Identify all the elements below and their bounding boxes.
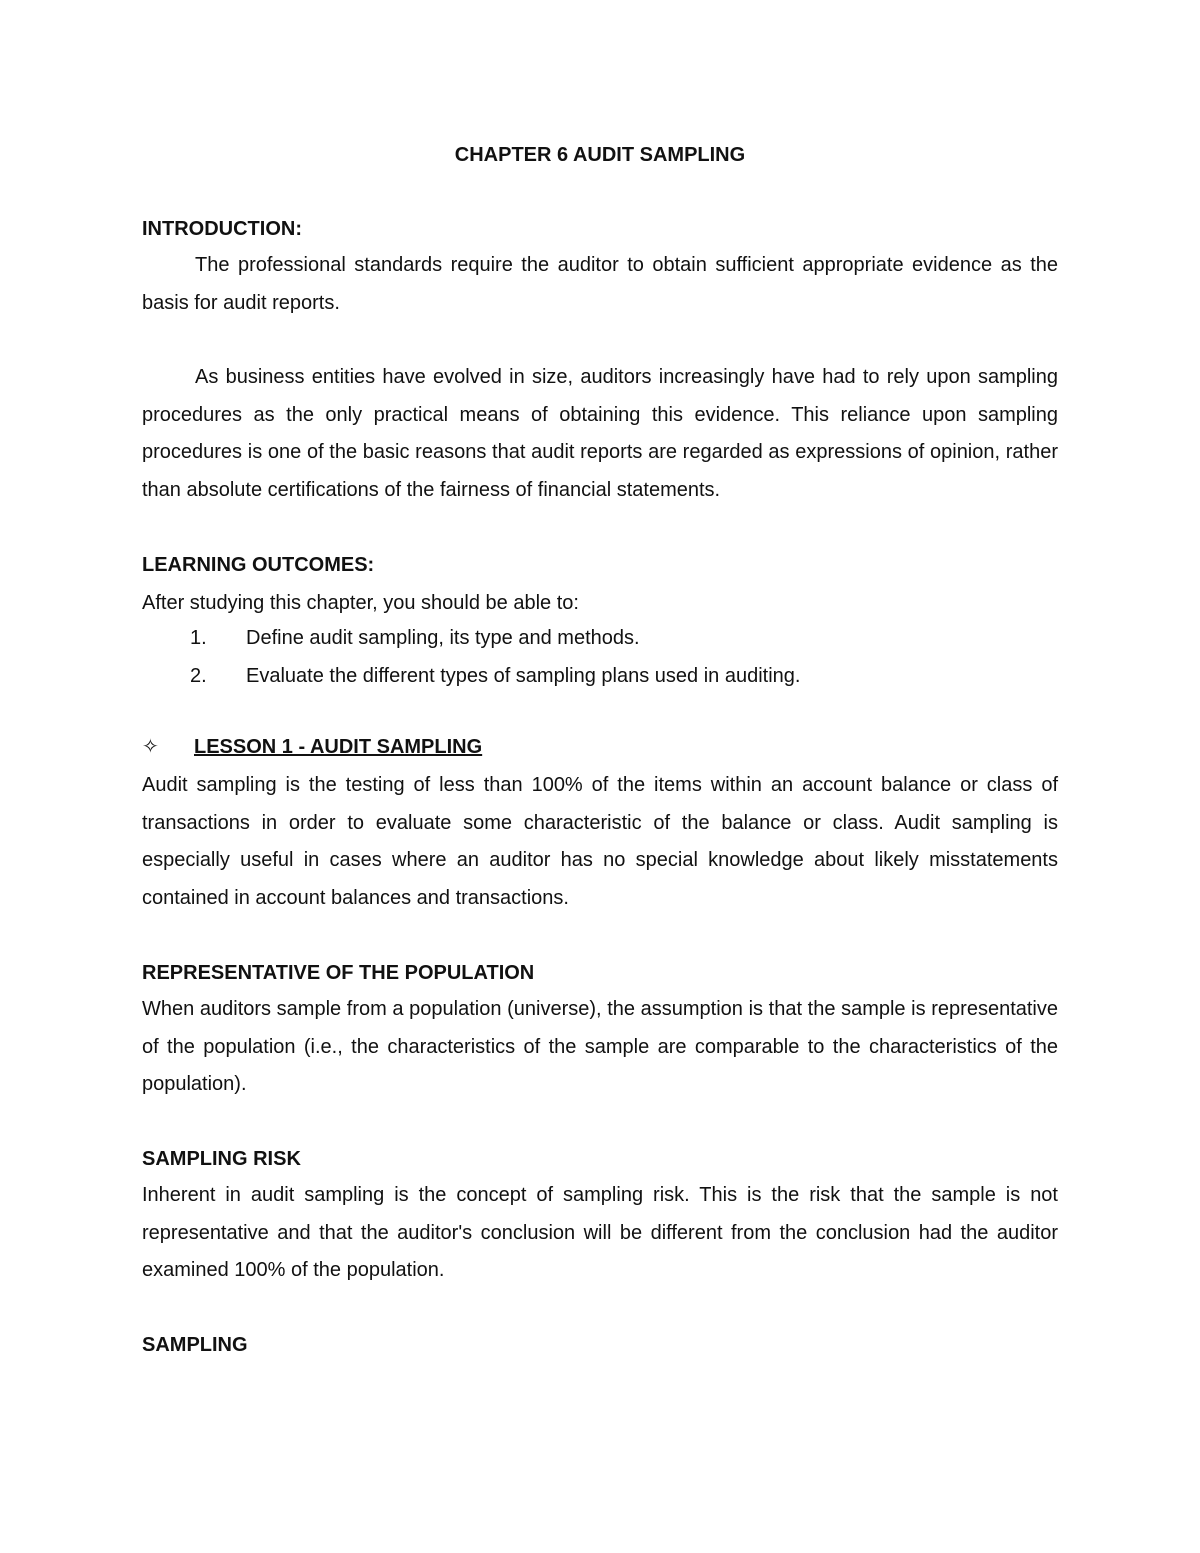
introduction-paragraph-1: The professional standards require the auditor to obtain sufficient appropriate evidence as the basis for audit reports.	[142, 254, 1058, 314]
sampling-risk-heading: SAMPLING RISK	[142, 1148, 301, 1170]
list-number: 2.	[190, 665, 207, 687]
sampling-heading: SAMPLING	[142, 1334, 248, 1356]
representative-paragraph: When auditors sample from a population (universe), the assumption is that the sample is representative of the population (i.e., the characteristics of the sample are comparable to the characteristics of the population).	[142, 998, 1058, 1095]
page-title: CHAPTER 6 AUDIT SAMPLING	[454, 144, 746, 166]
lesson-1-paragraph: Audit sampling is the testing of less than 100% of the items within an account balance or class of transactions in order to evaluate some characteristic of the balance or class. Audit sampling is especially useful in cases where an auditor has no special knowledge about likely misstatements contained in account balances and transactions.	[142, 774, 1058, 909]
list-number: 1.	[190, 627, 207, 649]
learning-outcome-item	[190, 663, 1050, 689]
list-item-text: Evaluate the different types of sampling plans used in auditing.	[246, 665, 801, 687]
introduction-heading: INTRODUCTION:	[142, 218, 302, 240]
lesson-title: LESSON 1 - AUDIT SAMPLING	[194, 736, 483, 758]
list-item-text: Define audit sampling, its type and methods.	[246, 627, 640, 649]
diamond-bullet-icon: ✧	[142, 736, 159, 758]
sampling-risk-paragraph: Inherent in audit sampling is the concept of sampling risk. This is the risk that the sample is not representative and that the auditor's conclusion will be different from the conclusion had the auditor examined 100% of the population.	[142, 1184, 1058, 1281]
lesson-1-heading	[142, 734, 482, 760]
learning-outcome-item	[190, 625, 1050, 651]
learning-outcomes-heading: LEARNING OUTCOMES:	[142, 554, 375, 576]
representative-heading: REPRESENTATIVE OF THE POPULATION	[142, 962, 535, 984]
learning-outcomes-intro: After studying this chapter, you should be able to:	[142, 592, 579, 614]
introduction-paragraph-2: As business entities have evolved in size, auditors increasingly have had to rely upon sampling procedures as the only practical means of obtaining this evidence. This reliance upon sampling procedures is one of the basic reasons that audit reports are regarded as expressions of opinion, rather than absolute certifications of the fairness of financial statements.	[142, 366, 1058, 501]
